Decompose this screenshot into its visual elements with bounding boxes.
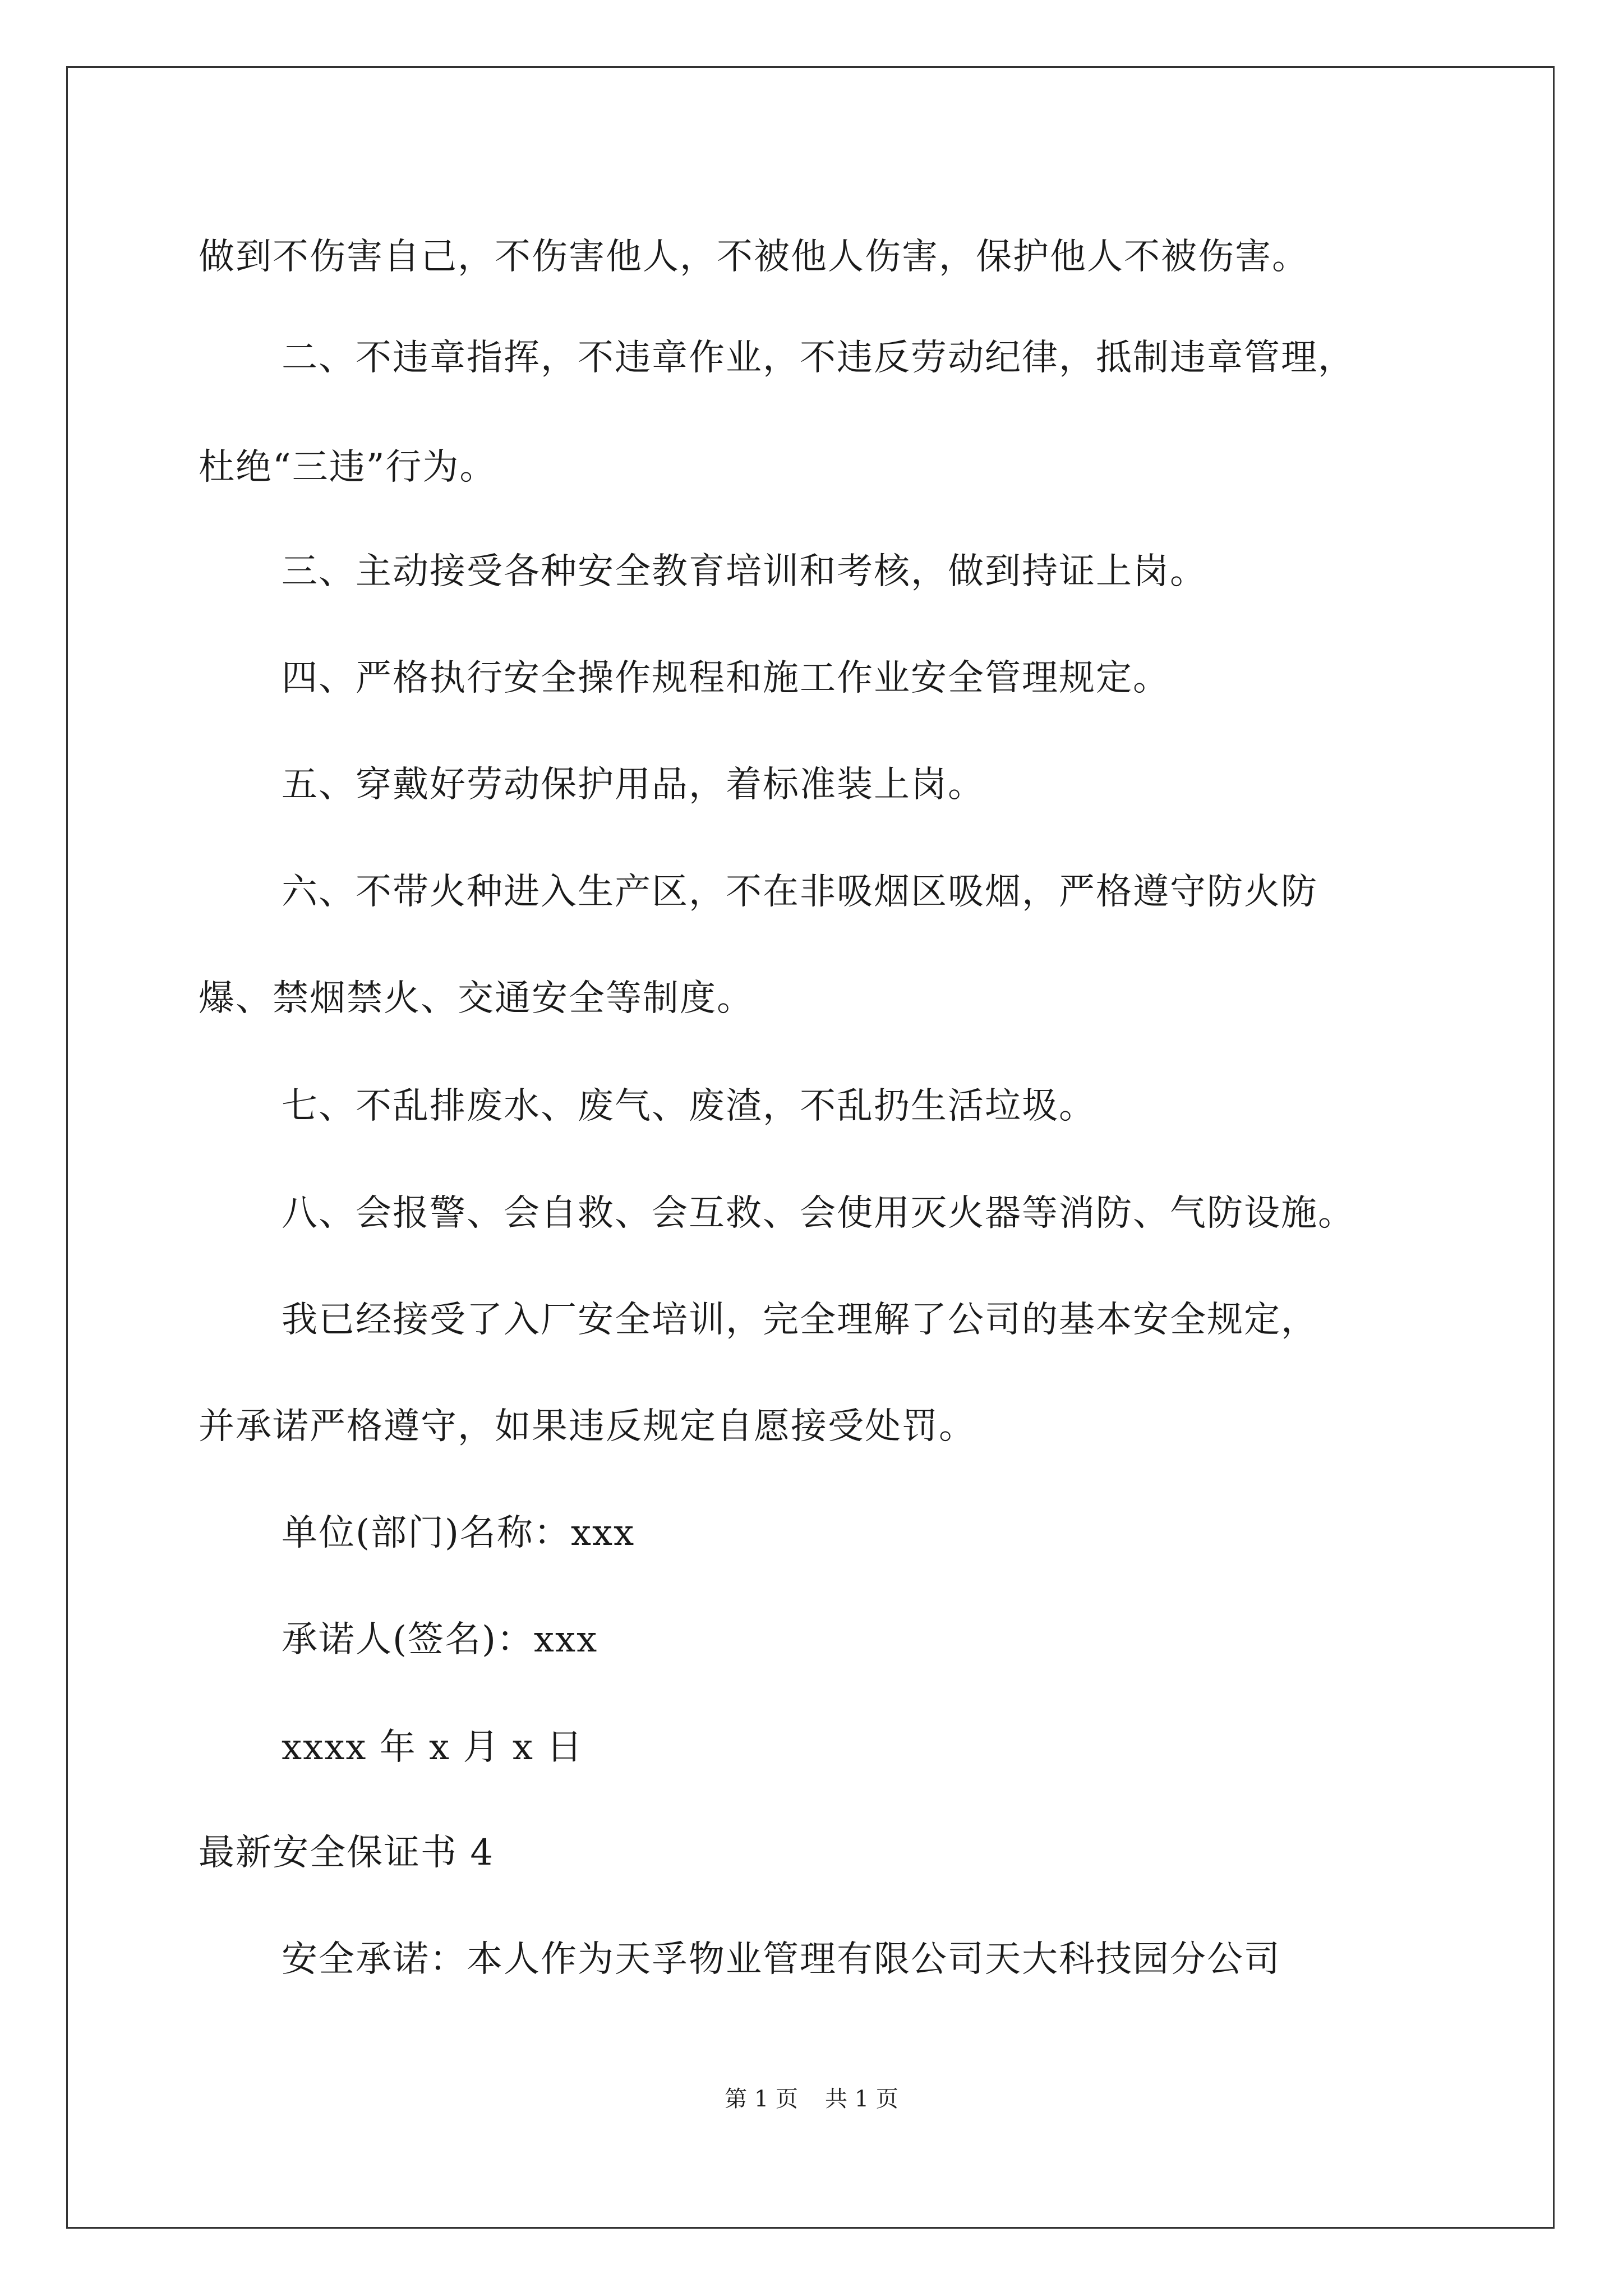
body-line-5: 四、严格执行安全操作规程和施工作业安全管理规定。	[282, 657, 1170, 699]
signer-line: 承诺人(签名)：xxx	[282, 1619, 598, 1660]
body-line-8: 爆、禁烟禁火、交通安全等制度。	[199, 978, 754, 1019]
page-border	[66, 66, 1555, 2229]
body-line-1: 做到不伤害自己，不伤害他人，不被他人伤害，保护他人不被伤害。	[199, 236, 1309, 278]
body-line-4: 三、主动接受各种安全教育培训和考核，做到持证上岗。	[282, 551, 1207, 592]
body-line-6: 五、穿戴好劳动保护用品，着标准装上岗。	[282, 764, 985, 806]
body-line-9: 七、不乱排废水、废气、废渣，不乱扔生活垃圾。	[282, 1085, 1096, 1127]
body-line-12: 并承诺严格遵守，如果违反规定自愿接受处罚。	[199, 1406, 976, 1447]
section-heading: 最新安全保证书 4	[199, 1832, 495, 1874]
date-line: xxxx 年 x 月 x 日	[282, 1727, 584, 1768]
body-line-10: 八、会报警、会自救、会互救、会使用灭火器等消防、气防设施。	[282, 1193, 1355, 1234]
body-line-7: 六、不带火种进入生产区，不在非吸烟区吸烟，严格遵守防火防	[282, 871, 1318, 913]
body-line-17: 安全承诺：本人作为天孚物业管理有限公司天大科技园分公司	[282, 1939, 1281, 1980]
body-line-11: 我已经接受了入厂安全培训，完全理解了公司的基本安全规定，	[282, 1299, 1318, 1341]
body-line-2: 二、不违章指挥，不违章作业，不违反劳动纪律，抵制违章管理，	[282, 337, 1355, 379]
page-footer	[0, 2085, 1623, 2113]
unit-name-line: 单位(部门)名称：xxx	[282, 1512, 635, 1554]
body-line-3: 杜绝“三违”行为。	[199, 447, 497, 488]
page-number: 第 1 页	[725, 2086, 798, 2112]
page-total: 共 1 页	[825, 2086, 898, 2112]
